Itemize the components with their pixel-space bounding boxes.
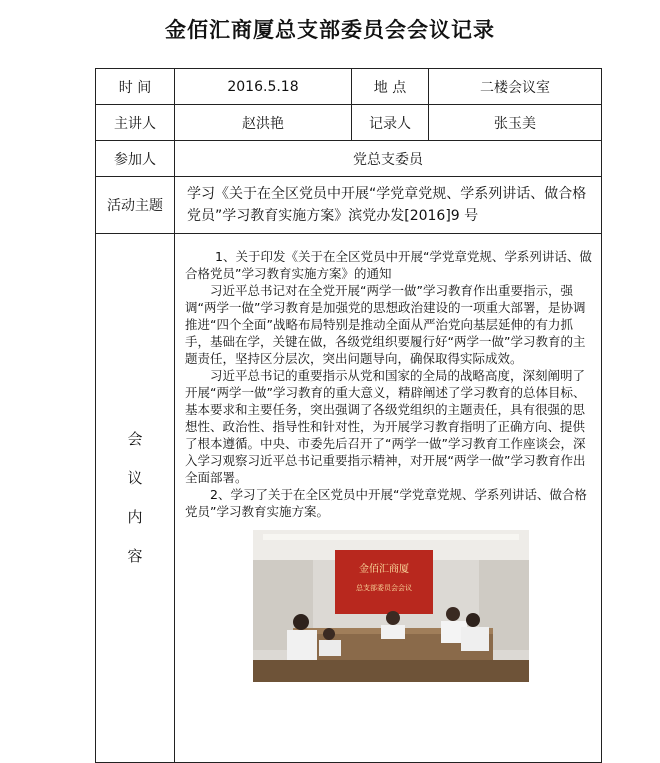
meeting-photo	[253, 530, 529, 682]
row-speaker-recorder	[96, 105, 602, 141]
time-label: 时 间	[96, 69, 175, 105]
place-value: 二楼会议室	[429, 69, 602, 105]
attendees-value: 党总支委员	[175, 141, 602, 177]
document-title: 金佰汇商厦总支部委员会会议记录	[165, 18, 495, 42]
row-content	[96, 234, 602, 763]
content-label	[96, 234, 175, 763]
meeting-record-table	[95, 68, 602, 763]
content-label-char: 内	[127, 508, 143, 526]
topic-value: 学习《关于在全区党员中开展“学党章党规、学系列讲话、做合格党员”学习教育实施方案》滨党办发[2016]9 号	[175, 177, 602, 234]
slide-title: 金佰汇商厦	[359, 564, 409, 575]
row-attendees	[96, 141, 602, 177]
content-paragraph: 1、关于印发《关于在全区党员中开展“学党章党规、学系列讲话、做合格党员”学习教育实施方案》的通知	[185, 249, 592, 281]
content-paragraph: 2、学习了关于在全区党员中开展“学党章党规、学系列讲话、做合格党员”学习教育实施方案。	[185, 487, 587, 519]
recorder-label: 记录人	[352, 105, 429, 141]
recorder-value: 张玉美	[429, 105, 602, 141]
meeting-content	[175, 234, 602, 763]
speaker-value: 赵洪艳	[175, 105, 352, 141]
place-label: 地 点	[352, 69, 429, 105]
content-paragraph: 习近平总书记的重要指示从党和国家的全局的战略高度，深刻阐明了开展“两学一做”学习教育的重大意义，精辟阐述了学习教育的总体目标、基本要求和主要任务，突出强调了各级党组织的主题责任，具有很强的思想性、政治性、指导性和针对性，为开展学习教育指明了正确方向、提供了根本遵循。中央、市委先后召开了“两学一做”学习教育工作座谈会，深入学习观察习近平总书记重要指示精神，对开展“两学一做”学习教育作出全面部署。	[185, 368, 586, 485]
row-time-place	[96, 69, 602, 105]
projected-slide	[335, 550, 433, 614]
slide-subtitle: 总支部委员会会议	[356, 584, 412, 592]
time-value: 2016.5.18	[175, 69, 352, 105]
row-topic	[96, 177, 602, 234]
content-label-char: 会	[127, 430, 143, 448]
topic-label: 活动主题	[96, 177, 175, 234]
attendees-label: 参加人	[96, 141, 175, 177]
content-paragraph: 习近平总书记对在全党开展“两学一做”学习教育作出重要指示，强调“两学一做”学习教育是加强党的思想政治建设的一项重大部署，是协调推进“四个全面”战略布局特别是推动全面从严治党向基层延伸的有力抓手，基础在学，关键在做，各级党组织要履行好“两学一做”学习教育的主题责任，坚持区分层次，突出问题导向，确保取得实际成效。	[185, 283, 586, 366]
content-label-char: 议	[127, 469, 143, 487]
speaker-label: 主讲人	[96, 105, 175, 141]
content-label-char: 容	[127, 547, 143, 565]
